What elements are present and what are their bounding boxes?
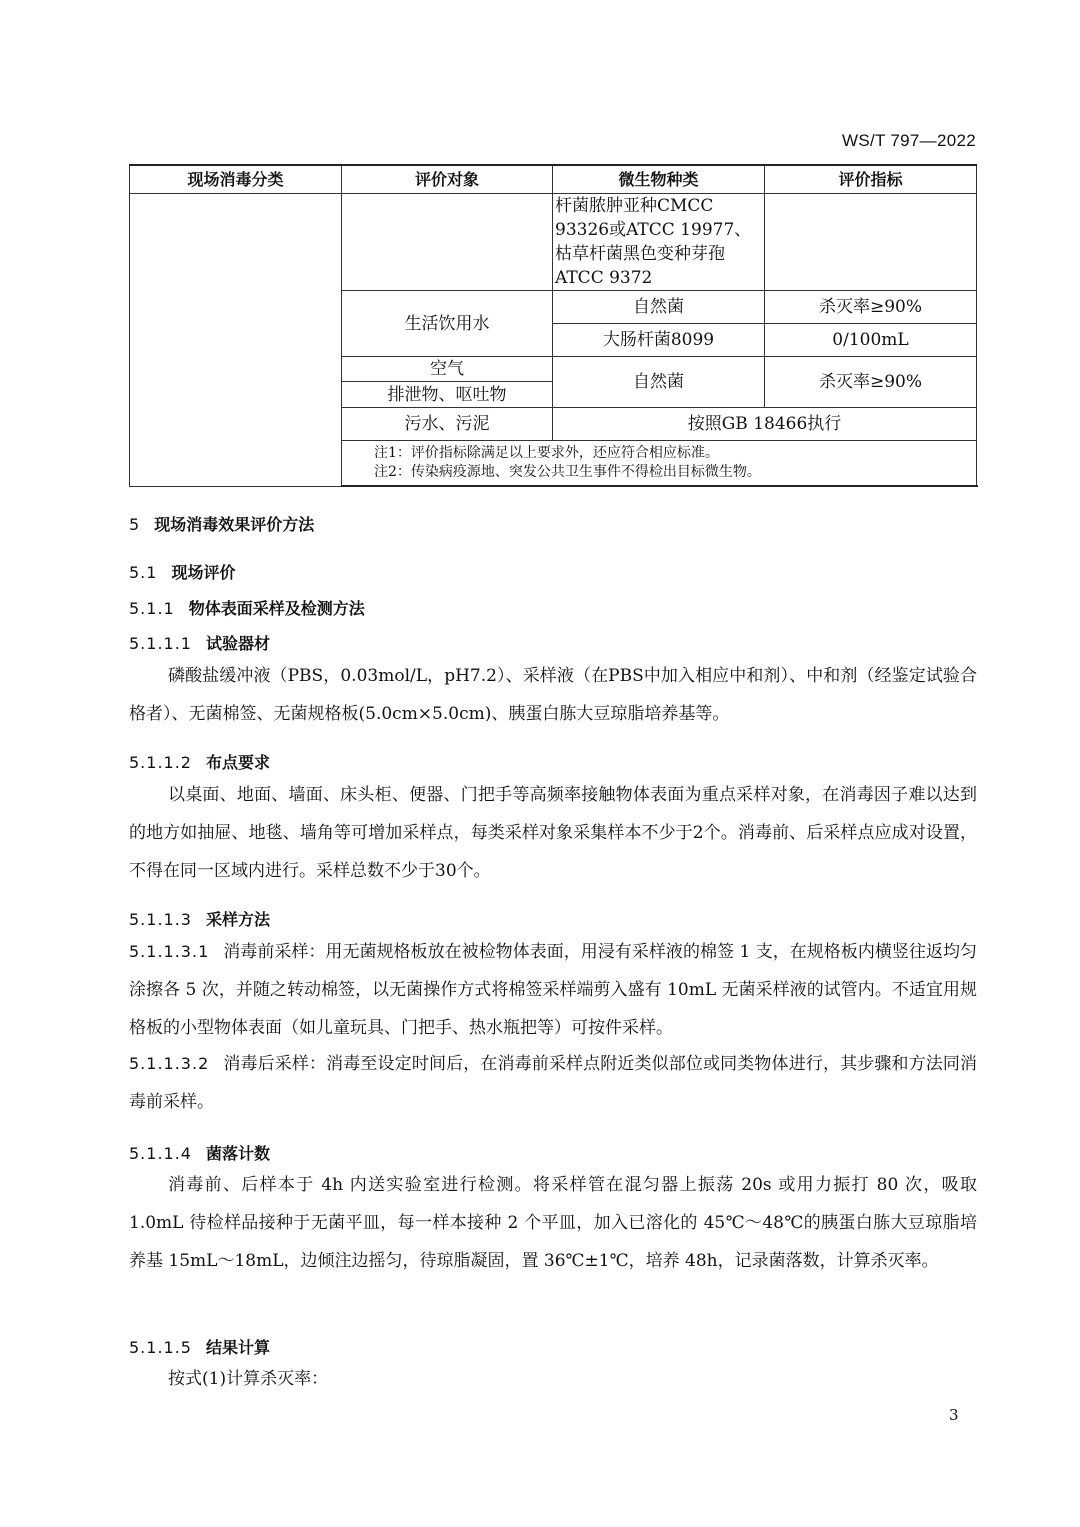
object-cell: 污水、污泥 xyxy=(342,408,553,441)
section-5-1-1-4-heading: 5.1.1.4 菌落计数 xyxy=(129,1144,270,1163)
table-note: 注2：传染病疫源地、突发公共卫生事件不得检出目标微生物。 xyxy=(374,464,761,480)
page-number: 3 xyxy=(949,1406,959,1424)
standard-cell: 按照GB 18466执行 xyxy=(553,408,977,441)
header-object: 评价对象 xyxy=(342,165,553,194)
paragraph-formula-intro: 按式(1)计算杀灭率： xyxy=(168,1369,329,1389)
header-species: 微生物种类 xyxy=(553,165,765,194)
table-row xyxy=(130,194,977,291)
indicator-cell: 0/100mL xyxy=(765,324,977,357)
section-5-1-1-2-heading: 5.1.1.2 布点要求 xyxy=(129,753,270,772)
header-indicator: 评价指标 xyxy=(765,165,977,194)
table-notes xyxy=(342,441,977,487)
category-cell-empty xyxy=(130,194,342,487)
object-cell-empty xyxy=(342,194,553,291)
paragraph-sampling-points: 以桌面、地面、墙面、床头柜、便器、门把手等高频率接触物体表面为重点采样对象，在消毒因子难以达到的地方如抽屉、地毯、墙角等可增加采样点，每类采样对象采集样本不少于2个。消毒前、后采样点应成对设置，不得在同一区域内进行。采样总数不少于30个。 xyxy=(129,785,977,881)
table-header-row xyxy=(130,165,977,194)
paragraph-colony-count: 消毒前、后样本于 4h 内送实验室进行检测。将采样管在混匀器上振荡 20s 或用力振打 80 次，吸取 1.0mL 待检样品接种于无菌平皿，每一样本接种 2 个平皿，加入已溶化的 45℃～48℃的胰蛋白胨大豆琼脂培养基 15mL～18mL，边倾注边摇匀，待琼脂凝固，置 36℃±1℃，培养 48h，记录菌落数，计算杀灭率。 xyxy=(129,1175,977,1271)
standard-code: WS/T 797—2022 xyxy=(842,131,976,150)
paragraph-pre-disinfection-sampling: 5.1.1.3.1 消毒前采样：用无菌规格板放在被检物体表面，用浸有采样液的棉签 1 支，在规格板内横竖往返均匀涂擦各 5 次，并随之转动棉签，以无菌操作方式将棉签采样端剪入盛有 10mL 无菌采样液的试管内。不适宜用规格板的小型物体表面（如儿童玩具、门把手、热水瓶把等）可按件采样。 xyxy=(129,942,977,1038)
object-cell: 空气 xyxy=(342,357,553,382)
header-category: 现场消毒分类 xyxy=(130,165,342,194)
section-5-1-1-5-heading: 5.1.1.5 结果计算 xyxy=(129,1338,270,1357)
section-5-1-1-3-heading: 5.1.1.3 采样方法 xyxy=(129,910,270,929)
species-cell: 大肠杆菌8099 xyxy=(553,324,765,357)
table-note: 注1：评价指标除满足以上要求外，还应符合相应标准。 xyxy=(374,445,719,461)
object-cell: 排泄物、呕吐物 xyxy=(342,382,553,408)
section-5-1-heading: 5.1 现场评价 xyxy=(129,563,236,582)
paragraph-equipment: 磷酸盐缓冲液（PBS，0.03mol/L，pH7.2）、采样液（在PBS中加入相应中和剂）、中和剂（经鉴定试验合格者）、无菌棉签、无菌规格板(5.0cm×5.0cm)、胰蛋白胨大豆琼脂培养基等。 xyxy=(129,666,977,724)
indicator-cell: 杀灭率≥90% xyxy=(765,291,977,324)
evaluation-table xyxy=(129,164,977,487)
species-cell: 自然菌 xyxy=(553,291,765,324)
species-cell: 杆菌脓肿亚种CMCC 93326或ATCC 19977、枯草杆菌黑色变种芽孢ATCC 9372 xyxy=(553,194,765,291)
section-5-heading: 5 现场消毒效果评价方法 xyxy=(129,515,315,534)
object-cell: 生活饮用水 xyxy=(342,291,553,357)
indicator-cell: 杀灭率≥90% xyxy=(765,357,977,408)
indicator-cell-empty xyxy=(765,194,977,291)
section-5-1-1-1-heading: 5.1.1.1 试验器材 xyxy=(129,634,270,653)
section-5-1-1-heading: 5.1.1 物体表面采样及检测方法 xyxy=(129,599,365,618)
species-cell: 自然菌 xyxy=(553,357,765,408)
paragraph-post-disinfection-sampling: 5.1.1.3.2 消毒后采样：消毒至设定时间后，在消毒前采样点附近类似部位或同类物体进行，其步骤和方法同消毒前采样。 xyxy=(129,1054,977,1112)
